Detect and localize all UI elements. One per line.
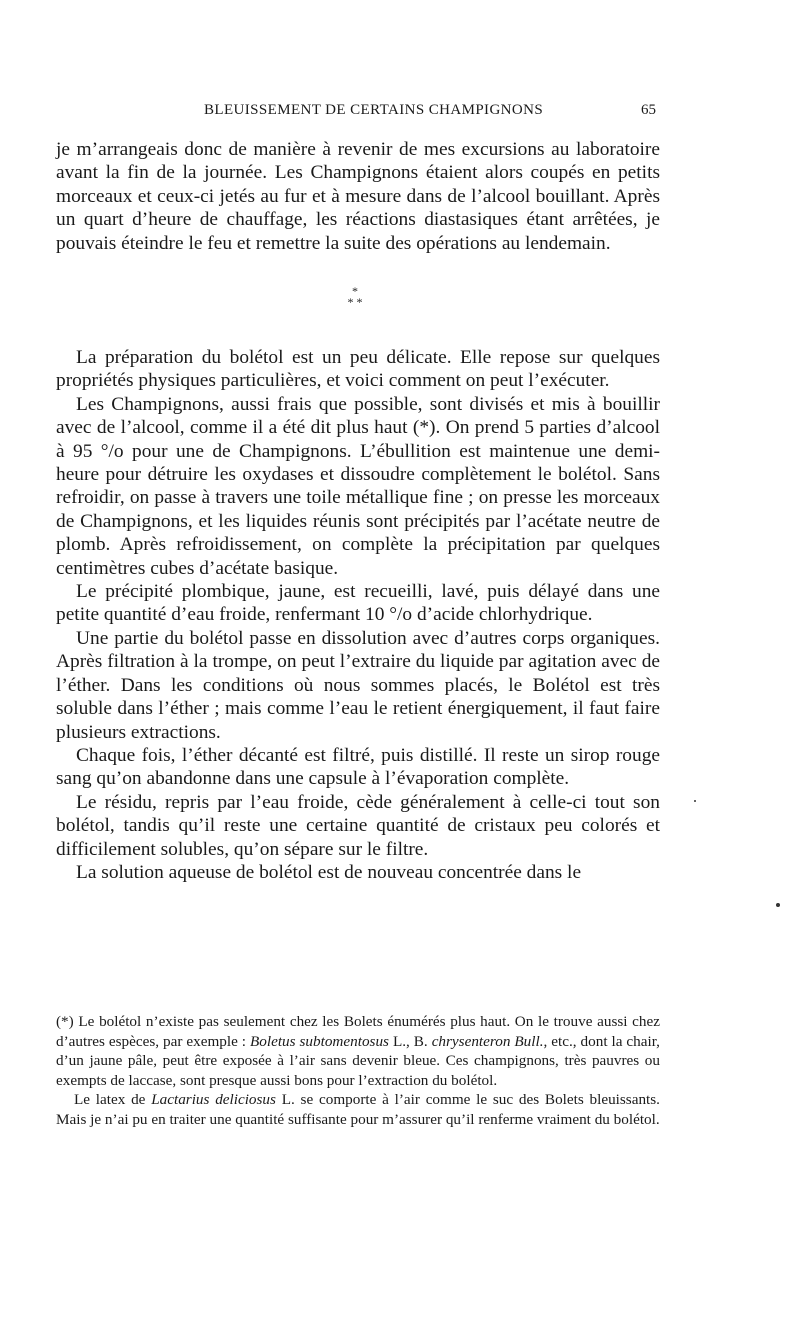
running-title: BLEUISSEMENT DE CERTAINS CHAMPIGNONS [204,102,544,118]
footnote-2-end: L. se comporte à l’air comme le suc des Bolets bleuissants. Mais je n’ai pu en traiter une quantité suffisante pour m’assurer qu’il renferme vraiment du bolétol. [56,1091,660,1128]
paragraph-preparation: La préparation du bolétol est un peu délicate. Elle repose sur quelques propriétés physiques particulières, et voici comment on peut l’exécuter. [56,347,660,392]
footnote-1-end: , etc., dont la chair, d’un jaune pâle, peut être exposée à l’air sans devenir bleue. Ces champignons, très pauvres ou exempts de laccase, sont presque aussi bons pour l’extraction du bolétol. [56,1032,660,1089]
paragraph-solution: La solution aqueuse de bolétol est de nouveau concentrée dans le [76,861,582,883]
paragraph-dissolution: Une partie du bolétol passe en dissolution avec d’autres corps organiques. Après filtration à la trompe, on peut l’extraire du liquide par agitation avec de l’éther. Dans les conditions où nous sommes placés, le Bolétol est très soluble dans l’éther ; mais comme l’eau le retient énergiquement, il faut faire plusieurs extractions. [56,627,660,743]
page-number: 65 [641,102,656,118]
paragraph-precipite: Le précipité plombique, jaune, est recueilli, lavé, puis délayé dans une petite quantité d’eau froide, renfermant 10 °/o d’acide chlorhydrique. [56,581,660,626]
print-speck [776,903,780,907]
opening-text-block [56,138,660,255]
paragraph-champignons: Les Champignons, aussi frais que possible, sont divisés et mis à bouillir avec de l’alcool, comme il a été dit plus haut (*). On prend 5 parties d’alcool à 95 °/o pour une de Champignons. L’ébullition est maintenue une demi-heure pour détruire les oxydases et dissoudre complètement le bolétol. Sans refroidir, on passe à travers une toile métallique fine ; on presse les morceaux de Champignons, et les liquides réunis sont précipités par l’acétate neutre de plomb. Après refroidissement, on complète la précipitation par quelques centimètres cubes d’acétate basique. [56,393,660,579]
footnote-1-species-1: Boletus subtomentosus [250,1032,389,1050]
section-break-asterism [340,286,370,316]
paragraph-ether: Chaque fois, l’éther décanté est filtré, puis distillé. Il reste un sirop rouge sang qu’on abandonne dans une capsule à l’évaporation complète. [56,744,660,790]
main-text-block [56,346,660,884]
footnote-2 [56,1090,660,1129]
print-speck [694,800,696,802]
page-header [56,102,656,124]
footnote-1-mid: L., B. [388,1032,432,1050]
opening-paragraph: je m’arrangeais donc de manière à revenir de mes excursions au laboratoire avant la fin de la journée. Les Champignons étaient alors coupés en petits morceaux et ceux-ci jetés au fur et à mesure dans de l’alcool bouillant. Après un quart d’heure de chauffage, les réactions diastasiques étant arrêtées, je pouvais éteindre le feu et remettre la suite des opérations au lendemain. [56,139,660,254]
footnote-2-species: Lactarius deliciosus [151,1091,276,1109]
footnote-1 [56,1012,660,1090]
asterism-bottom-stars: * * [347,295,363,309]
footnotes [56,1012,660,1130]
asterism-top-star: * [352,284,358,298]
footnote-2-start: Le latex de [74,1091,152,1109]
footnote-1-start: (*) Le bolétol n’existe pas seulement chez les Bolets énumérés plus haut. On le trouve aussi chez d’autres espèces, par exemple : [56,1013,660,1050]
paragraph-residu: Le résidu, repris par l’eau froide, cède généralement à celle-ci tout son bolétol, tandis qu’il reste une certaine quantité de cristaux peu colorés et difficilement solubles, qu’on sépare sur le filtre. [56,791,660,860]
footnote-1-species-2: chrysenteron Bull. [431,1032,544,1050]
